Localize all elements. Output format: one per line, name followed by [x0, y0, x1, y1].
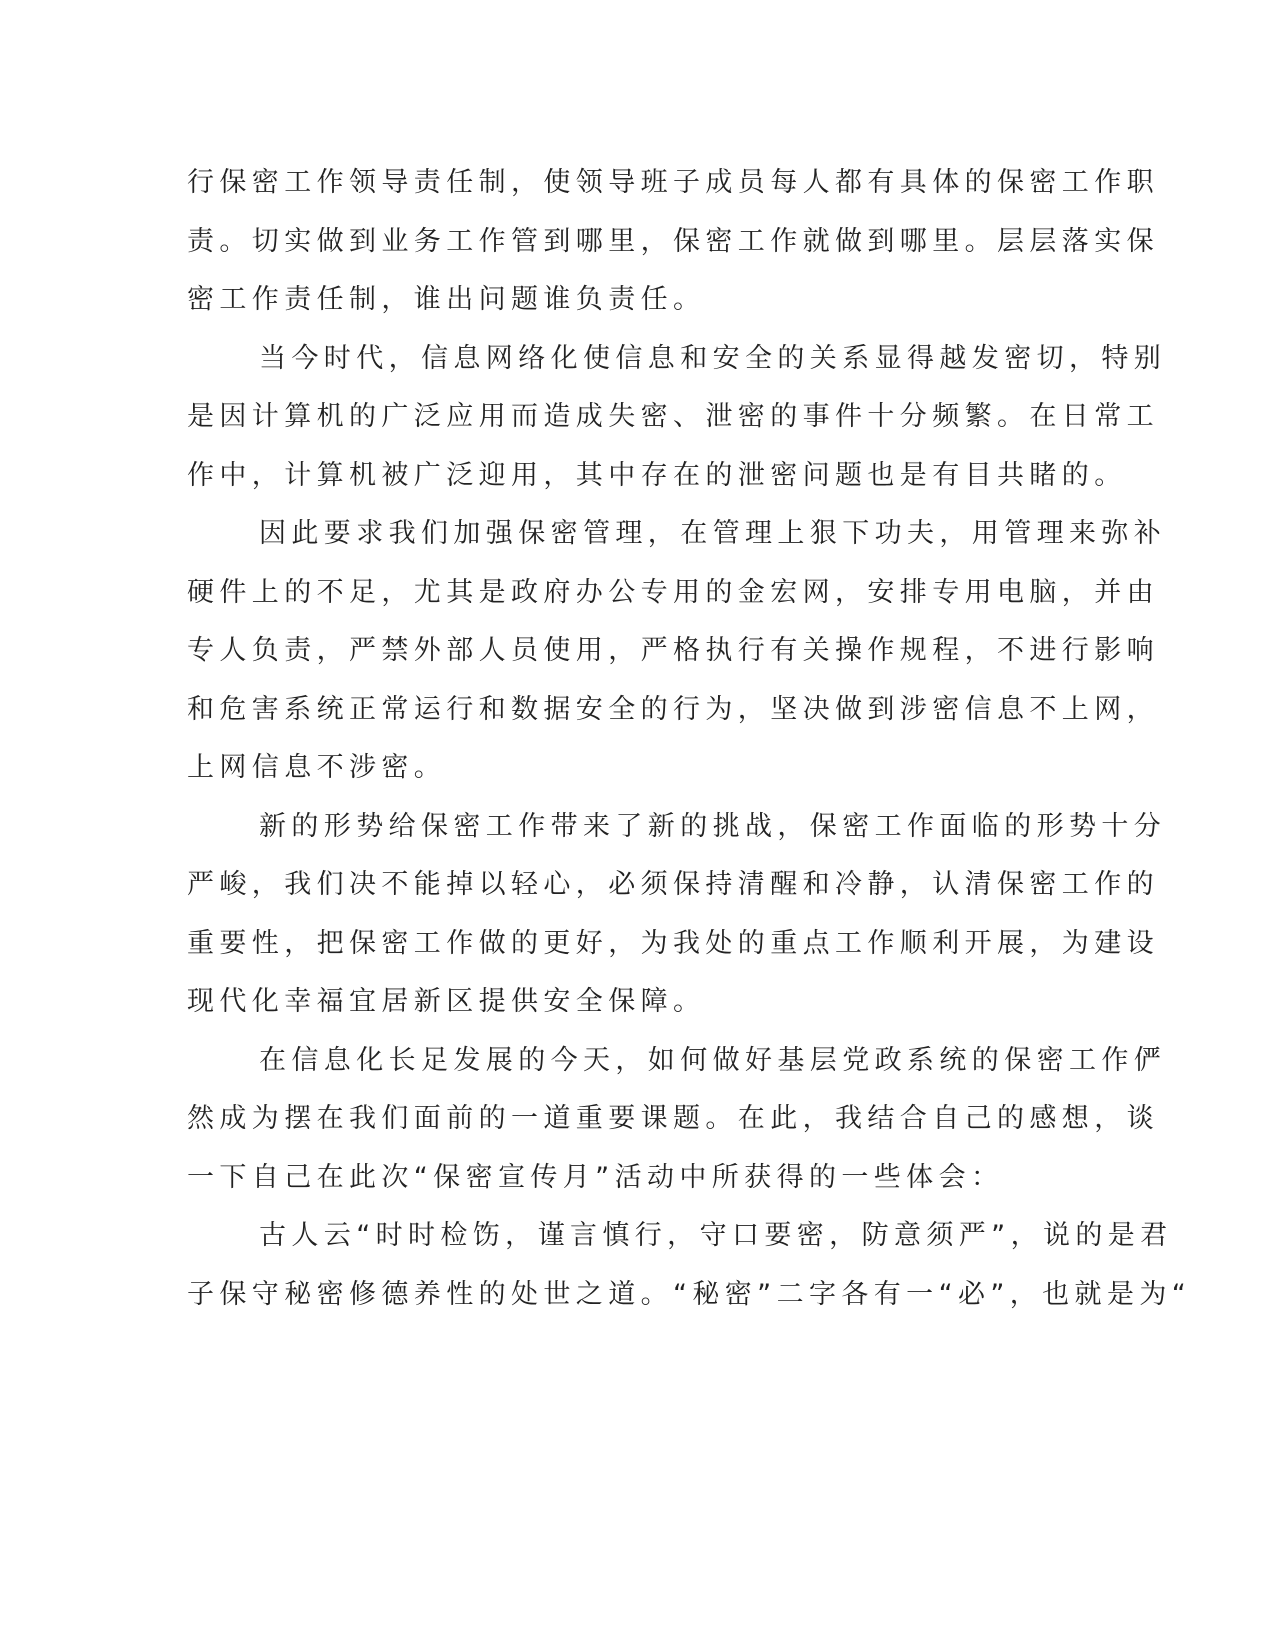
paragraph-first-line: 在信息化长足发展的今天，如何做好基层党政系统的保密工作俨	[259, 1045, 1167, 1076]
text-line: 行保密工作领导责任制，使领导班子成员每人都有具体的保密工作职	[187, 167, 1159, 198]
text-line: 和危害系统正常运行和数据安全的行为，坚决做到涉密信息不上网，	[187, 694, 1159, 725]
text-line: 密工作责任制，谁出问题谁负责任。	[187, 284, 706, 315]
text-line: 专人负责，严禁外部人员使用，严格执行有关操作规程，不进行影响	[187, 635, 1159, 666]
paragraph-first-line: 古人云“时时检饬，谨言慎行，守口要密，防意须严”，说的是君	[259, 1220, 1173, 1251]
paragraph-first-line: 因此要求我们加强保密管理，在管理上狠下功夫，用管理来弥补	[259, 518, 1167, 549]
text-line: 重要性，把保密工作做的更好，为我处的重点工作顺利开展，为建设	[187, 928, 1159, 959]
text-line: 一下自己在此次“保密宣传月”活动中所获得的一些体会：	[187, 1162, 1004, 1193]
text-line: 责。切实做到业务工作管到哪里，保密工作就做到哪里。层层落实保	[187, 226, 1159, 257]
text-line: 严峻，我们决不能掉以轻心，必须保持清醒和冷静，认清保密工作的	[187, 869, 1159, 900]
text-line: 上网信息不涉密。	[187, 752, 447, 783]
text-line: 现代化幸福宜居新区提供安全保障。	[187, 986, 706, 1017]
text-line: 然成为摆在我们面前的一道重要课题。在此，我结合自己的感想，谈	[187, 1103, 1159, 1134]
paragraph-first-line: 当今时代，信息网络化使信息和安全的关系显得越发密切，特别	[259, 343, 1167, 374]
text-line: 作中，计算机被广泛迎用，其中存在的泄密问题也是有目共睹的。	[187, 460, 1127, 491]
text-line: 硬件上的不足，尤其是政府办公专用的金宏网，安排专用电脑，并由	[187, 577, 1159, 608]
text-line: 是因计算机的广泛应用而造成失密、泄密的事件十分频繁。在日常工	[187, 401, 1159, 432]
text-line: 子保守秘密修德养性的处世之道。“秘密”二字各有一“必”，也就是为“	[187, 1279, 1192, 1310]
paragraph-first-line: 新的形势给保密工作带来了新的挑战，保密工作面临的形势十分	[259, 811, 1167, 842]
